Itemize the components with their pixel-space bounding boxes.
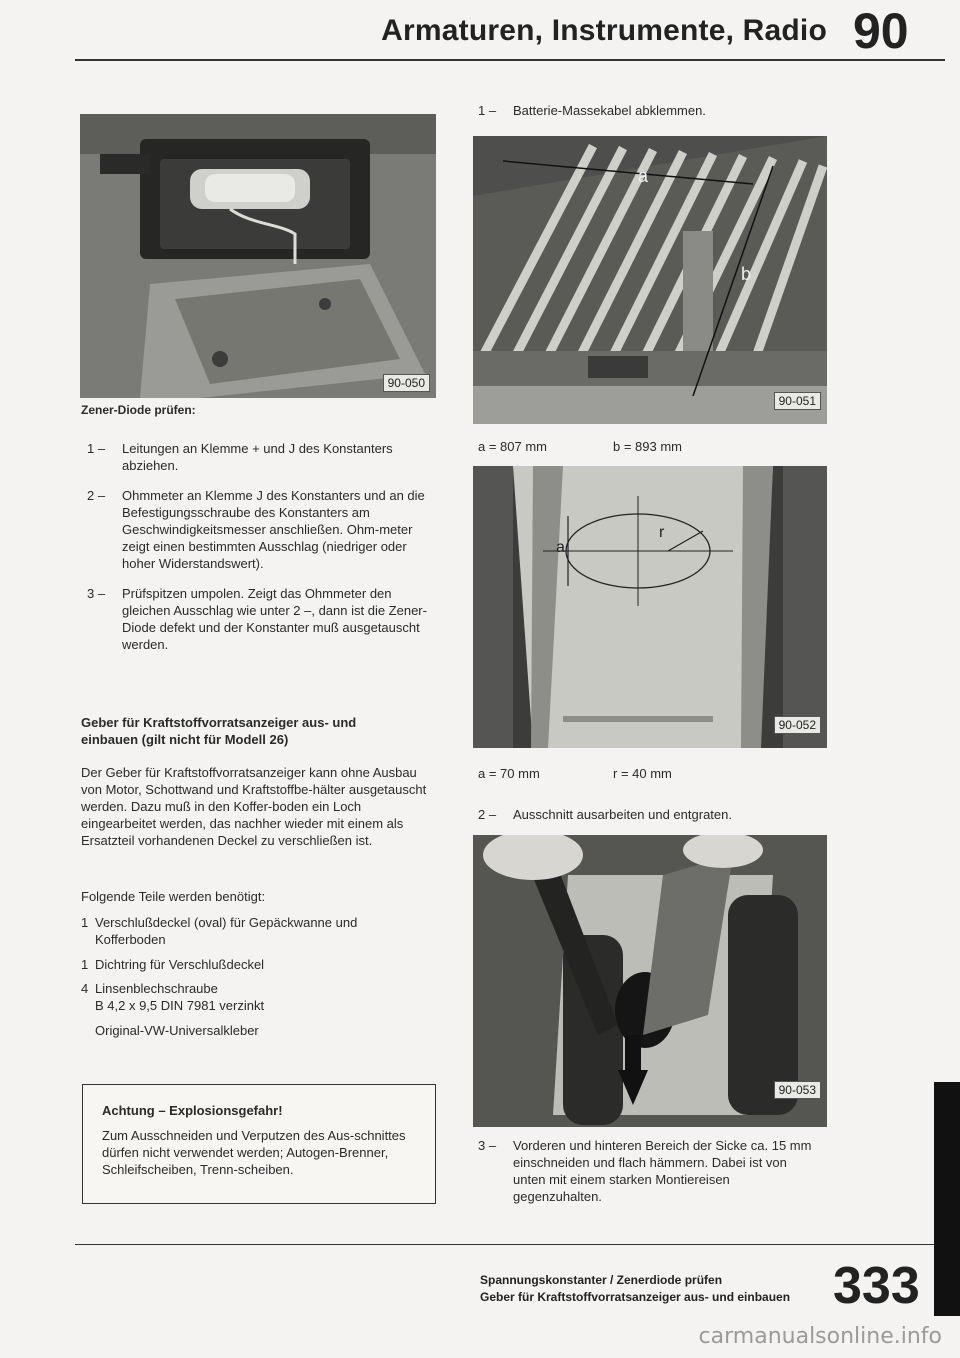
photo-trunk-floor: [473, 136, 827, 424]
step-number: 2 –: [87, 488, 106, 503]
footer-line-1: Spannungskonstanter / Zenerdiode prüfen: [480, 1273, 723, 1287]
part-text: Dichtring für Verschlußdeckel: [95, 957, 265, 972]
part-text: Linsenblechschraube: [95, 981, 218, 996]
part-3: [81, 980, 441, 998]
chapter-title: Armaturen, Instrumente, Radio: [381, 14, 827, 47]
right-step-1: [478, 102, 858, 120]
part-qty: 1: [81, 957, 89, 972]
section-heading-line-2: einbauen (gilt nicht für Modell 26): [81, 732, 289, 747]
dimension-b-value: b = 893 mm: [613, 439, 683, 454]
parts-heading: Folgende Teile werden benötigt:: [81, 889, 266, 904]
dimension-r-value: r = 40 mm: [613, 766, 672, 781]
chapter-tab-marker: [934, 1082, 960, 1316]
photo-code: 90-053: [774, 1081, 821, 1099]
step-text: Batterie-Massekabel abklemmen.: [513, 103, 706, 118]
section-heading-line-1: Geber für Kraftstoffvorratsanzeiger aus- und: [81, 715, 357, 730]
photo-zener-diode: [80, 114, 436, 398]
step-3: [87, 585, 447, 665]
step-text: Leitungen an Klemme + und J des Konstanters abziehen.: [122, 441, 393, 473]
step-text: Ohmmeter an Klemme J des Konstanters und an die Befestigungsschraube des Konstanters am Geschwindigkeitsmesser anschließen. Ohm-meter zeigt einen bestimmten Ausschlag (niedriger oder hoher Widerstandswert).: [122, 488, 425, 571]
footer-rule: [75, 1244, 945, 1245]
step-number: 1 –: [87, 441, 106, 456]
step-text: Prüfspitzen umpolen. Zeigt das Ohmmeter den gleichen Ausschlag wie unter 2 –, dann ist die Zener-Diode defekt und der Konstanter muß ausgetauscht werden.: [122, 586, 427, 652]
watermark: carmanualsonline.info: [698, 1324, 942, 1349]
photo-code: 90-052: [774, 716, 821, 734]
photo-caption: Zener-Diode prüfen:: [81, 403, 196, 417]
part-2: [81, 956, 441, 974]
warning-text: Zum Ausschneiden und Verputzen des Aus-schnittes dürfen nicht verwendet werden; Autogen-Brenner, Schleifscheiben, Trenn-scheiben.: [102, 1128, 406, 1177]
page-number: 333: [833, 1257, 920, 1315]
footer-line-2: Geber für Kraftstoffvorratsanzeiger aus- und einbauen: [480, 1290, 791, 1304]
photo-code: 90-051: [774, 392, 821, 410]
dimension-a-value: a = 807 mm: [478, 439, 548, 454]
right-step-3: [478, 1137, 858, 1207]
step-text: Vorderen und hinteren Bereich der Sicke ca. 15 mm einschneiden und flach hämmern. Dabei ist von unten mit einem starken Montiereisen gegenzuhalten.: [513, 1138, 812, 1204]
photo-cutting-sheet: [473, 835, 827, 1127]
step-number: 1 –: [478, 103, 497, 118]
dimension-label-a: a: [638, 166, 649, 186]
step-1: [87, 440, 447, 480]
photo-oval-cutout: [473, 466, 827, 748]
section-intro: Der Geber für Kraftstoffvorratsanzeiger kann ohne Ausbau von Motor, Schottwand und Kraftstoffbe-hälter ausgetauscht werden. Dazu muß in den Koffer-boden ein Loch eingearbeitet werden, das nachher wieder mit einem als Ersatzteil vorhandenen Deckel zu verschließen ist.: [81, 765, 427, 848]
dimension-label-r: r: [659, 524, 665, 541]
dimension-label-a: a: [556, 539, 565, 556]
header-rule: [75, 59, 945, 61]
part-1: [81, 914, 441, 950]
dimension-a-value: a = 70 mm: [478, 766, 540, 781]
step-text: Ausschnitt ausarbeiten und entgraten.: [513, 807, 732, 822]
step-number: 3 –: [478, 1138, 497, 1153]
oval-cutout-illustration: [473, 466, 827, 748]
part-qty: 4: [81, 981, 89, 996]
screw-spec: B 4,2 x 9,5 DIN 7981 verzinkt: [95, 998, 265, 1013]
warning-title: Achtung – Explosionsgefahr!: [102, 1103, 283, 1118]
step-number: 3 –: [87, 586, 106, 601]
glue-spec: Original-VW-Universalkleber: [95, 1023, 259, 1038]
trunk-floor-illustration: [473, 136, 827, 424]
right-step-2: [478, 806, 858, 824]
photo-code: 90-050: [383, 374, 430, 392]
chapter-number: 90: [853, 3, 909, 59]
warning-box: [82, 1084, 436, 1204]
zener-diode-illustration: [80, 114, 436, 398]
step-number: 2 –: [478, 807, 497, 822]
step-2: [87, 487, 447, 577]
dimension-label-b: b: [741, 264, 752, 284]
part-qty: 1: [81, 915, 89, 930]
part-text: Verschlußdeckel (oval) für Gepäckwanne und Kofferboden: [95, 915, 358, 947]
